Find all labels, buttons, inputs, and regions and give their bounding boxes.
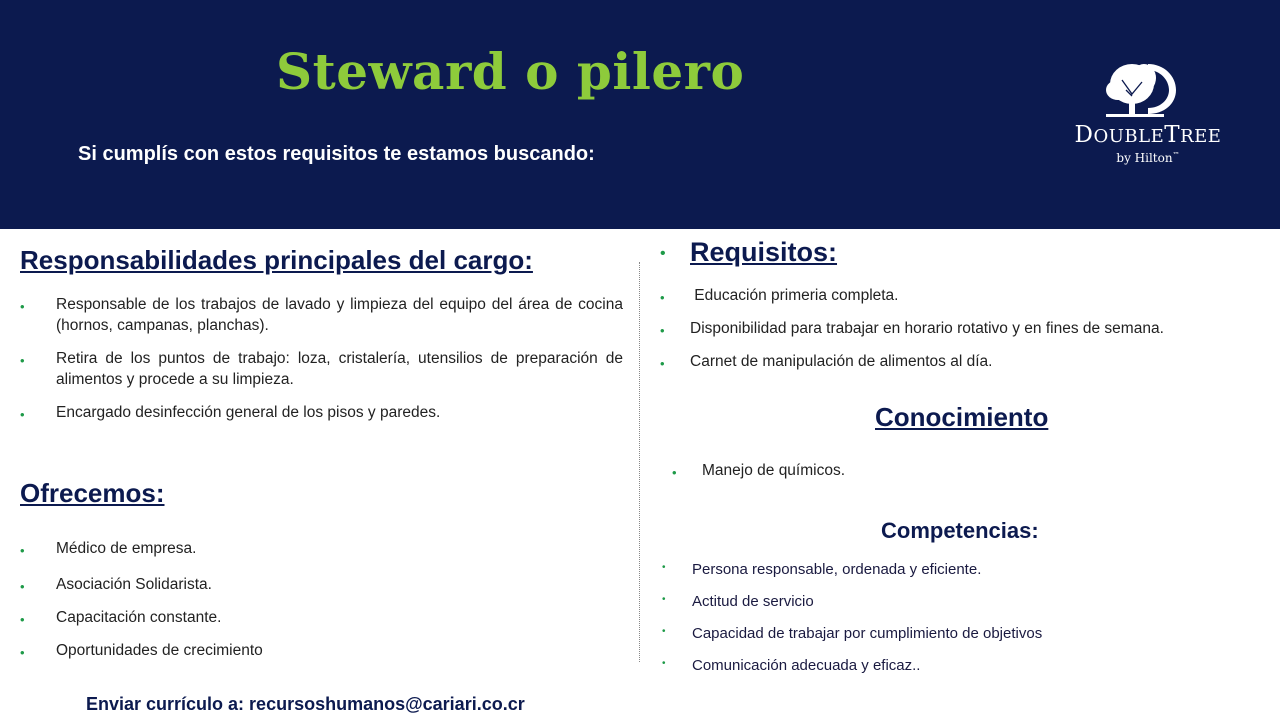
requisitos-heading: Requisitos:: [690, 237, 838, 267]
bullet-icon: •: [20, 645, 25, 660]
conocimiento-list: [672, 460, 1232, 481]
list-item: • Comunicación adecuada y eficaz..: [662, 657, 921, 674]
bullet-icon: •: [672, 465, 677, 480]
bullet-icon: •: [20, 353, 25, 368]
apply-email-text: Enviar currículo a: recursoshumanos@cariari.co.cr: [86, 694, 525, 714]
competencias-list: [660, 561, 1260, 689]
list-item: • Manejo de químicos.: [672, 460, 1232, 481]
list-item: • Médico de empresa.: [20, 538, 620, 574]
doubletree-logo: [1068, 56, 1228, 176]
conocimiento-heading: Conocimiento: [875, 402, 1049, 432]
list-item: • Asociación Solidarista.: [20, 574, 620, 607]
requisitos-list: [660, 285, 1260, 372]
ofrecemos-list: [20, 538, 620, 661]
list-item: • Persona responsable, ordenada y eficiente.: [662, 561, 982, 578]
column-divider: [639, 262, 640, 662]
bullet-icon: •: [660, 323, 665, 338]
responsabilidades-list: [20, 294, 623, 423]
list-item: • Carnet de manipulación de alimentos al día.: [660, 351, 1260, 372]
bullet-icon: •: [660, 245, 666, 262]
job-title: Steward o pilero: [276, 42, 745, 101]
bullet-icon: •: [660, 356, 665, 371]
bullet-icon: •: [662, 594, 666, 605]
list-item: • Encargado desinfección general de los pisos y paredes.: [20, 402, 623, 423]
bullet-icon: •: [20, 299, 25, 314]
bullet-icon: •: [20, 579, 25, 594]
header-banner: [0, 0, 1280, 229]
competencias-heading: Competencias:: [881, 518, 1039, 543]
tree-icon: [1102, 56, 1182, 120]
list-item: • Responsable de los trabajos de lavado y limpieza del equipo del área de cocina (hornos, campanas, planchas).: [20, 296, 623, 334]
list-item: • Oportunidades de crecimiento: [20, 640, 620, 661]
bullet-icon: •: [662, 658, 666, 669]
list-item: • Capacidad de trabajar por cumplimiento de objetivos: [662, 625, 1043, 642]
responsabilidades-heading: Responsabilidades principales del cargo:: [20, 245, 533, 275]
bullet-icon: •: [662, 562, 666, 573]
logo-subtext: by Hilton™: [1116, 151, 1180, 165]
list-item: • Capacitación constante.: [20, 607, 620, 640]
bullet-icon: •: [20, 612, 25, 627]
bullet-icon: •: [20, 543, 25, 558]
list-item: • Disponibilidad para trabajar en horario rotativo y en fines de semana.: [660, 318, 1260, 351]
bullet-icon: •: [20, 407, 25, 422]
logo-brand-text: DOUBLETREE: [1074, 122, 1222, 148]
bullet-icon: •: [660, 290, 665, 305]
header-subtitle: Si cumplís con estos requisitos te estamos buscando:: [78, 143, 595, 165]
ofrecemos-heading: Ofrecemos:: [20, 478, 165, 508]
list-item: • Retira de los puntos de trabajo: loza, cristalería, utensilios de preparación de alimentos y procede a su limpieza.: [20, 350, 623, 388]
list-item: • Educación primeria completa.: [660, 285, 1260, 318]
list-item: • Actitud de servicio: [662, 593, 814, 610]
bullet-icon: •: [662, 626, 666, 637]
